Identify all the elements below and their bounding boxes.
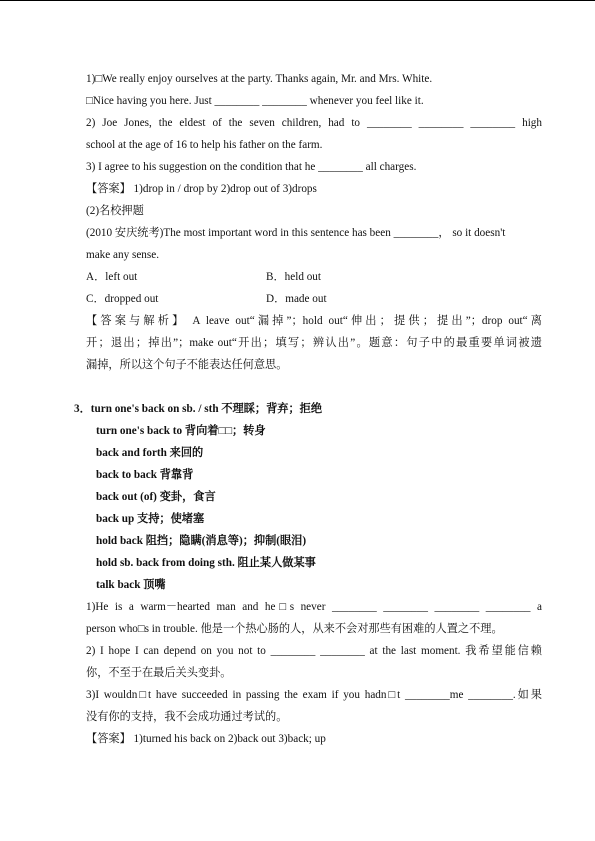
- page-top-rule: [0, 0, 595, 1]
- text-line-3: 2) Joe Jones, the eldest of the seven children, had to ________ ________ ________ high: [86, 117, 542, 129]
- text-line-26: 1)He is a warm－hearted man and he□s never ________ ________ ________ ________ a: [86, 601, 542, 613]
- text-line-2: □Nice having you here. Just ________ ________ whenever you feel like it.: [86, 95, 424, 107]
- text-line-17: 3．turn one's back on sb. / sth 不理睬；背弃；拒绝: [74, 403, 323, 415]
- text-line-29: 你，不至于在最后关头变卦。: [86, 667, 232, 679]
- text-line-6: 【答案】 1)drop in / drop by 2)drop out of 3)drops: [86, 183, 317, 195]
- text-line-28: 2) I hope I can depend on you not to ________ ________ at the last moment. 我希望能信赖: [86, 645, 542, 657]
- text-line-30: 3)I wouldn□t have succeeded in passing the exam if you hadn□t ________me ________.如果: [86, 689, 542, 701]
- text-line-21: back out (of) 变卦，食言: [96, 491, 216, 503]
- text-line-4: school at the age of 16 to help his father on the farm.: [86, 139, 323, 151]
- text-line-20: back to back 背靠背: [96, 469, 194, 481]
- text-line-19: back and forth 来回的: [96, 447, 204, 459]
- text-line-11: B．held out: [266, 271, 322, 283]
- text-line-9: make any sense.: [86, 249, 160, 261]
- text-line-13: D．made out: [266, 293, 327, 305]
- text-line-16: 漏掉，所以这个句子不能表达任何意思。: [86, 359, 288, 371]
- text-line-25: talk back 顶嘴: [96, 579, 166, 591]
- text-line-5: 3) I agree to his suggestion on the condition that he ________ all charges.: [86, 161, 417, 173]
- text-line-27: person who□s in trouble. 他是一个热心肠的人，从来不会对那些有困难的人置之不理。: [86, 623, 503, 635]
- text-line-7: (2)名校押题: [86, 205, 144, 217]
- text-line-12: C．dropped out: [86, 293, 159, 305]
- text-line-10: A．left out: [86, 271, 138, 283]
- text-line-22: back up 支持；使堵塞: [96, 513, 205, 525]
- text-line-18: turn one's back to 背向着□□；转身: [96, 425, 266, 437]
- text-line-23: hold back 阻挡；隐瞒(消息等)；抑制(眼泪): [96, 535, 307, 547]
- text-line-14: 【答案与解析】 A leave out“漏掉”；hold out“伸出；提供；提出”；drop out“离: [86, 315, 542, 327]
- text-line-15: 开；退出；掉出”；make out“开出；填写；辨认出”。题意：句子中的最重要单词被遗: [86, 337, 542, 349]
- text-line-8: (2010 安庆统考)The most important word in this sentence has been ________， so it doesn't: [86, 227, 506, 239]
- text-line-24: hold sb. back from doing sth. 阻止某人做某事: [96, 557, 316, 569]
- text-line-32: 【答案】 1)turned his back on 2)back out 3)back; up: [86, 733, 326, 745]
- text-line-1: 1)□We really enjoy ourselves at the party. Thanks again, Mr. and Mrs. White.: [86, 73, 433, 85]
- text-line-31: 没有你的支持，我不会成功通过考试的。: [86, 711, 288, 723]
